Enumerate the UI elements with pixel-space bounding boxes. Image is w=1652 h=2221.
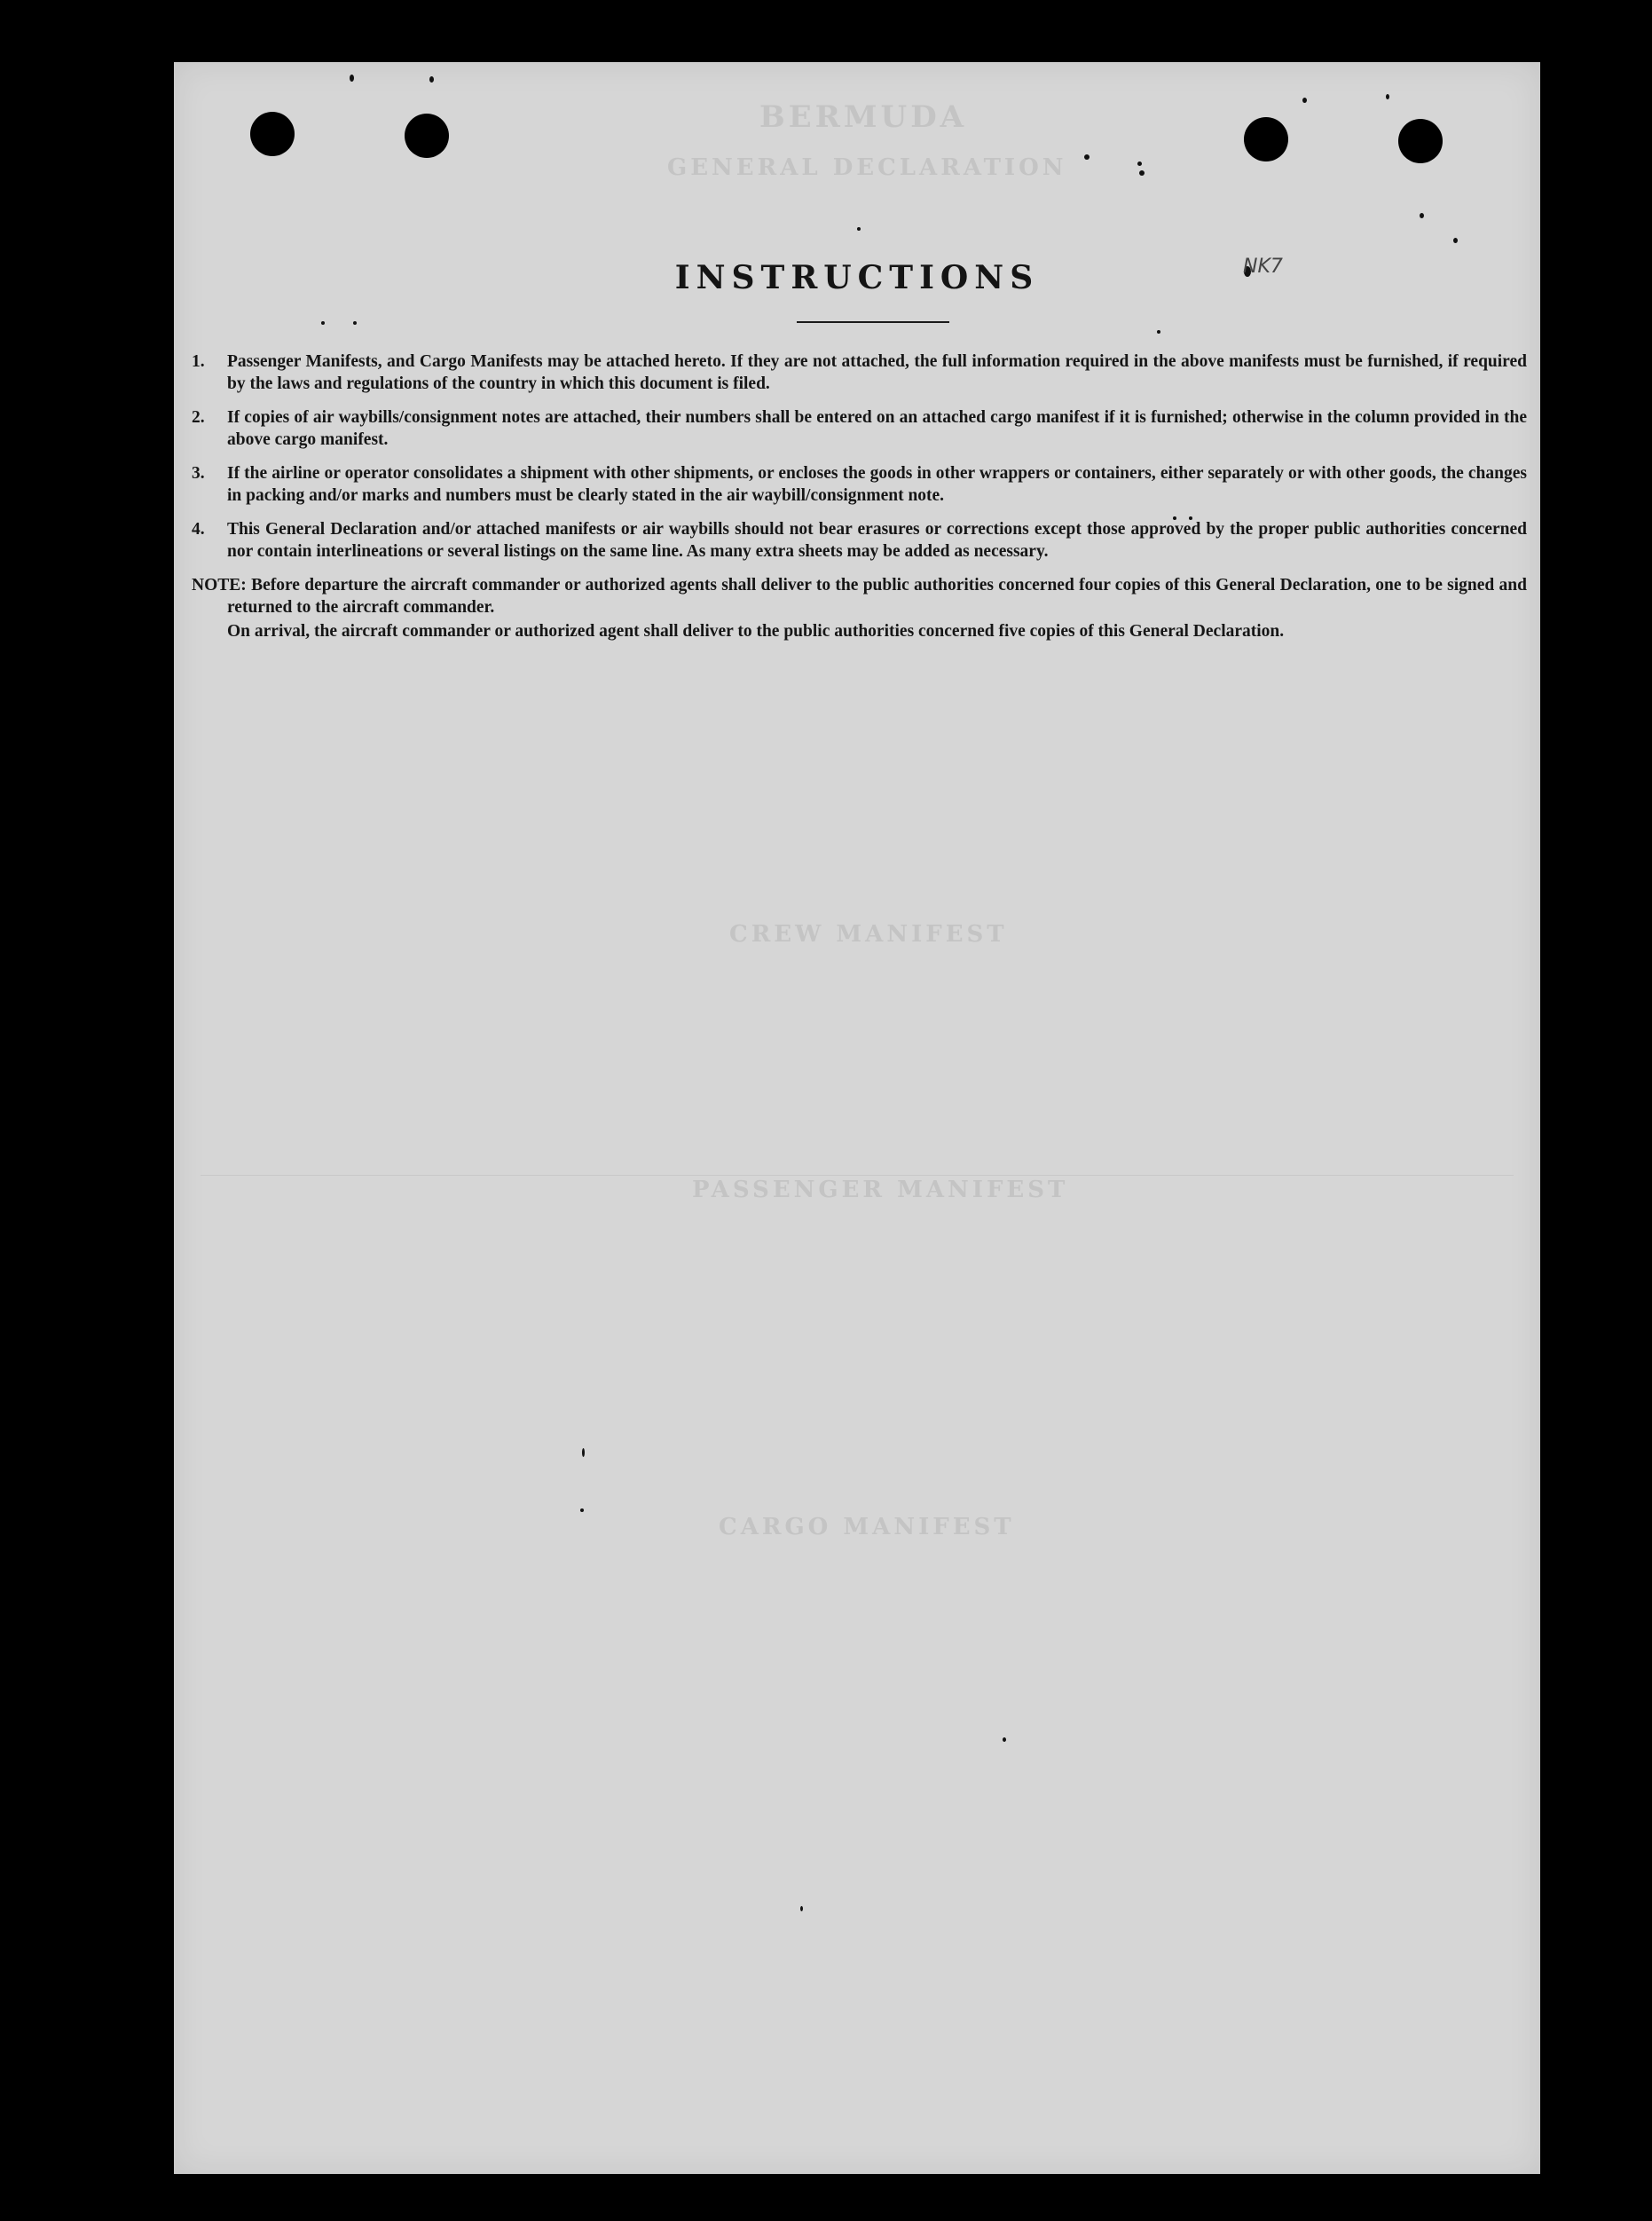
- instruction-number: 3.: [192, 464, 205, 483]
- punch-hole: [250, 112, 295, 156]
- scan-speck: [353, 321, 357, 325]
- scan-speck: [350, 75, 354, 82]
- scan-speck: [1157, 330, 1160, 334]
- instruction-item: [192, 406, 1527, 451]
- instruction-item: [192, 350, 1527, 395]
- instruction-item: [192, 518, 1527, 563]
- bleed-through-rule: [201, 1175, 1514, 1176]
- bleed-through-text: BERMUDA: [759, 99, 968, 135]
- scan-speck: [580, 1508, 584, 1512]
- scan-speck: [1084, 154, 1090, 160]
- bleed-through-text: GENERAL DECLARATION: [667, 154, 1067, 181]
- instruction-text: This General Declaration and/or attached manifests or air waybills should not bear erasures or corrections except those approved by the proper public authorities concerned nor contain interlineations or several listings on the same line. As many extra sheets may be added as necessary.: [227, 520, 1527, 561]
- bleed-through-text: CREW MANIFEST: [729, 921, 1008, 948]
- scan-speck: [1420, 213, 1424, 218]
- instruction-number: 4.: [192, 520, 205, 539]
- bleed-through-text: CARGO MANIFEST: [719, 1514, 1015, 1540]
- scan-speck: [321, 321, 325, 325]
- punch-hole: [1244, 117, 1288, 161]
- note-first-text: Before departure the aircraft commander or authorized agents shall deliver to the public authorities concerned four copies of this General Declaration, one to be signed and returned to the aircraft commander.: [227, 576, 1528, 617]
- scan-speck: [1386, 94, 1389, 99]
- note-label: NOTE:: [192, 576, 247, 595]
- note-second: On arrival, the aircraft commander or authorized agent shall deliver to the public authorities concerned five copies of this General Declaration.: [227, 622, 1285, 641]
- punch-hole: [1398, 119, 1443, 163]
- punch-hole: [405, 114, 449, 158]
- scan-speck: [429, 76, 434, 83]
- bleed-through-text: PASSENGER MANIFEST: [692, 1177, 1069, 1203]
- scan-speck: [1453, 238, 1458, 243]
- instruction-item: [192, 462, 1527, 507]
- scan-speck: [857, 227, 861, 231]
- page-title: INSTRUCTIONS: [674, 259, 1040, 296]
- scan-speck: [1137, 161, 1142, 166]
- instruction-number: 1.: [192, 352, 205, 371]
- scan-speck: [1139, 170, 1145, 176]
- scan-speck: [800, 1906, 803, 1911]
- handwritten-mark: NK7: [1243, 256, 1283, 278]
- scan-speck: [1003, 1737, 1006, 1742]
- document-page: [174, 62, 1540, 2174]
- instruction-text: Passenger Manifests, and Cargo Manifests may be attached hereto. If they are not attached, the full information required in the above manifests must be furnished, if required by the laws and regulations of the country in which this document is filed.: [227, 352, 1527, 393]
- scan-speck: [1302, 98, 1307, 103]
- instruction-text: If the airline or operator consolidates a shipment with other shipments, or encloses the goods in other wrappers or containers, either separately or with other goods, the changes in packing and/or marks and numbers must be clearly stated in the air waybill/consignment note.: [227, 464, 1527, 505]
- note-block: [192, 574, 1527, 642]
- title-underline: [797, 321, 949, 323]
- note-first: [192, 574, 1527, 618]
- instruction-number: 2.: [192, 408, 205, 427]
- instruction-text: If copies of air waybills/consignment notes are attached, their numbers shall be entered on an attached cargo manifest if it is furnished; otherwise in the column provided in the above cargo manifest.: [227, 408, 1527, 449]
- scan-speck: [582, 1448, 585, 1457]
- instructions-list: [192, 350, 1527, 642]
